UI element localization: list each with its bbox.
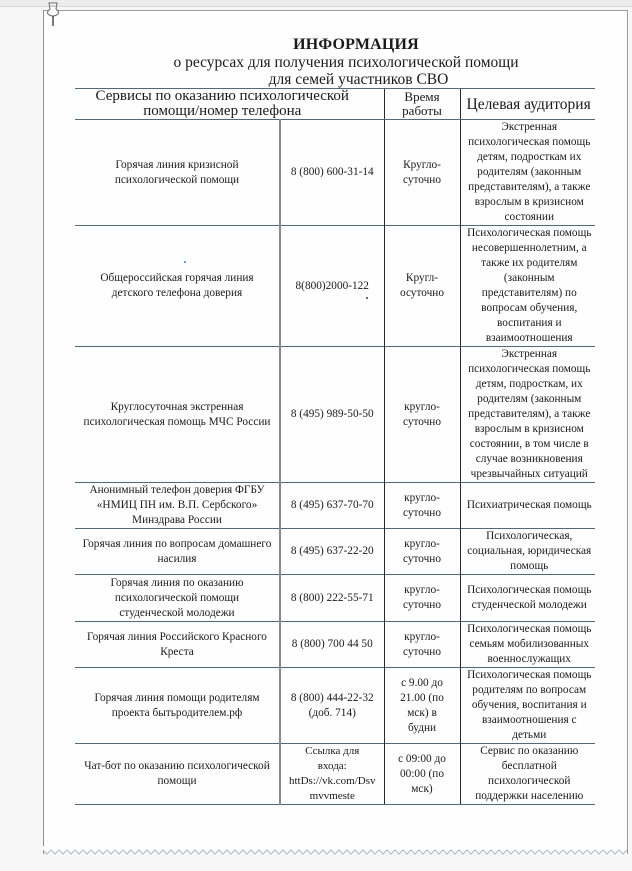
- header-working-hours: [384, 89, 460, 120]
- document-subtitle-line1: о ресурсах для получения психологической помощи: [173, 54, 519, 71]
- audience-line: воспитания и: [496, 317, 562, 329]
- hours-line: мск) в: [407, 706, 437, 719]
- service-line: помощи: [157, 775, 197, 787]
- hours-line: с 09:00 до: [398, 752, 446, 765]
- service-line: психологической помощи: [114, 173, 240, 186]
- audience-line: Психологическая помощь: [467, 584, 592, 596]
- audience-cell: [460, 120, 595, 226]
- hours-cell: [384, 347, 460, 483]
- audience-line: Психологическая помощь: [467, 623, 592, 635]
- hours-line: кругло-: [404, 630, 440, 643]
- hours-line: мск): [411, 782, 433, 795]
- phone-cell: [280, 226, 384, 347]
- resources-table: [75, 88, 595, 805]
- audience-line: состоянии: [504, 211, 554, 223]
- audience-line: психологической: [488, 775, 571, 787]
- hours-line: суточно: [402, 173, 442, 186]
- phone-line: Ссылка для: [305, 745, 360, 757]
- hours-line: суточно: [402, 552, 442, 565]
- service-cell: [75, 744, 280, 805]
- audience-line: семьям мобилизованных: [469, 638, 589, 650]
- audience-line: несовершеннолетним, а: [471, 242, 587, 254]
- table-header-row: [75, 89, 595, 120]
- hours-cell: [384, 575, 460, 622]
- table-row: [75, 668, 595, 744]
- audience-line: родителям по вопросам: [472, 684, 587, 696]
- phone-line: httDs://vk.com/Dsv: [289, 775, 376, 787]
- hours-line: Кругло-: [403, 158, 441, 171]
- service-line: Чат-бот по оказанию психологической: [84, 760, 270, 772]
- scan-speck: [184, 261, 186, 263]
- service-line: Минздрава России: [132, 514, 222, 526]
- phone-line: 8 (800) 600-31-14: [290, 166, 374, 178]
- hours-cell: [384, 529, 460, 575]
- audience-line: Психологическая,: [486, 530, 573, 542]
- phone-cell: [280, 744, 384, 805]
- phone-line: (доб. 714): [308, 706, 356, 719]
- service-line: студенческой молодежи: [119, 606, 235, 619]
- audience-line: Сервис по оказанию: [480, 745, 579, 757]
- table-row: [75, 622, 595, 668]
- torn-bottom-edge: [43, 846, 627, 856]
- audience-line: вопросам обучения,: [481, 302, 578, 314]
- audience-line: Экстренная: [501, 121, 558, 133]
- audience-line: психологическая помощь: [468, 136, 591, 148]
- audience-line: Экстренная: [501, 348, 558, 360]
- service-line: «НМИЦ ПН им. В.П. Сербского»: [96, 499, 258, 511]
- audience-cell: [460, 622, 595, 668]
- audience-line: психологическая помощь: [468, 363, 591, 375]
- audience-cell: [460, 347, 595, 483]
- hours-cell: [384, 483, 460, 529]
- audience-line: представителям), а также: [468, 181, 591, 193]
- hours-line: кругло-: [404, 400, 440, 413]
- header-time-line2: работы: [402, 103, 442, 118]
- pushpin-icon: [45, 2, 61, 28]
- hours-line: кругло-: [404, 537, 440, 550]
- hours-cell: [384, 668, 460, 744]
- service-line: Горячая линия по вопросам домашнего: [82, 537, 272, 550]
- hours-line: суточно: [402, 415, 442, 428]
- audience-line: представителям), а также: [468, 408, 591, 420]
- phone-cell: [280, 622, 384, 668]
- service-line: Горячая линия помощи родителям: [94, 691, 260, 704]
- phone-cell: [280, 483, 384, 529]
- hours-line: с 9.00 до: [401, 676, 443, 689]
- table-row: [75, 120, 595, 226]
- table-row: [75, 529, 595, 575]
- service-cell: [75, 483, 280, 529]
- audience-line: состоянии, в том числе в: [469, 438, 589, 450]
- audience-line: военнослужащих: [487, 653, 571, 665]
- table-row: [75, 575, 595, 622]
- header-target-audience: Целевая аудитория: [460, 89, 595, 120]
- header-time-line1: Время: [404, 89, 440, 104]
- hours-line: суточно: [402, 506, 442, 519]
- audience-line: социальная, юридическая: [467, 545, 592, 557]
- audience-line: детьми: [512, 729, 547, 741]
- phone-line: 8 (800) 222-55-71: [290, 591, 374, 604]
- hours-line: 21.00 (по: [400, 691, 444, 704]
- audience-line: бесплатной: [501, 760, 557, 772]
- phone-line: 8(800)2000-122: [295, 279, 369, 292]
- service-line: детского телефона доверия: [111, 287, 243, 299]
- service-line: Анонимный телефон доверия ФГБУ: [89, 484, 265, 496]
- phone-cell: [280, 529, 384, 575]
- service-line: Круглосуточная экстренная: [110, 400, 244, 413]
- service-line: насилия: [157, 552, 197, 565]
- service-line: Общероссийская горячая линия: [100, 272, 254, 284]
- document-title: ИНФОРМАЦИЯ: [293, 36, 419, 53]
- table-row: [75, 744, 595, 805]
- phone-line: 8 (495) 637-22-20: [290, 545, 374, 557]
- hours-line: 00:00 (по: [399, 767, 444, 780]
- phone-line: входа:: [317, 760, 347, 772]
- service-cell: [75, 120, 280, 226]
- hours-cell: [384, 226, 460, 347]
- audience-line: студенческой молодежи: [471, 599, 587, 611]
- hours-line: кругло-: [404, 584, 440, 596]
- hours-line: Кругл-: [405, 272, 439, 284]
- audience-line: взаимоотношения: [485, 332, 573, 344]
- audience-line: обучения, воспитания и: [471, 699, 587, 711]
- service-cell: [75, 575, 280, 622]
- hours-cell: [384, 622, 460, 668]
- hours-line: осуточно: [400, 287, 444, 299]
- phone-cell: [280, 575, 384, 622]
- phone-cell: [280, 668, 384, 744]
- service-line: Горячая линия кризисной: [115, 158, 239, 171]
- audience-line: Психологическая помощь: [467, 227, 592, 239]
- service-line: психологической помощи: [114, 591, 240, 604]
- phone-line: 8 (800) 444-22-32: [290, 691, 374, 704]
- audience-cell: [460, 575, 595, 622]
- audience-line: родителям (законным: [477, 393, 582, 405]
- audience-line: Психологическая помощь: [467, 669, 592, 681]
- audience-line: взрослым в кризисном: [474, 423, 584, 435]
- header-service: [75, 89, 384, 120]
- audience-cell: [460, 226, 595, 347]
- hours-cell: [384, 744, 460, 805]
- table-row: [75, 483, 595, 529]
- service-cell: [75, 622, 280, 668]
- audience-line: (законным: [503, 272, 555, 284]
- audience-line: помощь: [510, 560, 549, 572]
- audience-line: взаимоотношения с: [481, 714, 577, 726]
- table-row: [75, 347, 595, 483]
- hours-line: кругло-: [404, 491, 440, 504]
- audience-line: чрезвычайных ситуаций: [470, 468, 588, 480]
- hours-line: будни: [407, 721, 437, 734]
- audience-line: также их родителям: [481, 257, 578, 269]
- audience-line: Психиатрическая помощь: [466, 499, 592, 511]
- audience-line: детям, подросткам их: [477, 151, 582, 163]
- audience-line: поддержки населению: [475, 790, 584, 802]
- service-line: Горячая линия Российского Красного: [87, 630, 267, 643]
- scan-speck: [366, 297, 368, 299]
- audience-line: родителям (законным: [477, 166, 582, 178]
- phone-cell: [280, 120, 384, 226]
- phone-line: 8 (495) 989-50-50: [290, 408, 374, 420]
- hours-line: суточно: [402, 599, 442, 611]
- phone-line: mvvmeste: [309, 790, 355, 802]
- hours-cell: [384, 120, 460, 226]
- service-cell: [75, 347, 280, 483]
- header-service-label: Сервисы по оказанию психологической помощи/номер телефона: [95, 88, 349, 119]
- service-cell: [75, 668, 280, 744]
- audience-line: взрослым в кризисном: [474, 196, 584, 208]
- hours-line: суточно: [402, 645, 442, 658]
- table-row: [75, 226, 595, 347]
- service-cell: [75, 529, 280, 575]
- audience-cell: [460, 483, 595, 529]
- audience-line: детям, подросткам, их: [475, 378, 583, 390]
- phone-cell: [280, 347, 384, 483]
- phone-line: 8 (800) 700 44 50: [291, 638, 373, 650]
- service-line: психологическая помощь МЧС России: [83, 415, 271, 428]
- service-line: Горячая линия по оказанию: [110, 576, 244, 589]
- audience-cell: [460, 529, 595, 575]
- audience-line: представителям) по: [481, 287, 577, 299]
- viewer-top-bar: [0, 0, 632, 7]
- document-subtitle-line2: для семей участников СВО: [268, 71, 449, 88]
- audience-line: случае возникновения: [475, 453, 583, 465]
- audience-cell: [460, 668, 595, 744]
- phone-line: 8 (495) 637-70-70: [290, 499, 374, 511]
- service-line: Креста: [160, 645, 194, 658]
- service-line: проекта бытьродителем.рф: [111, 706, 243, 719]
- audience-cell: [460, 744, 595, 805]
- service-cell: [75, 226, 280, 347]
